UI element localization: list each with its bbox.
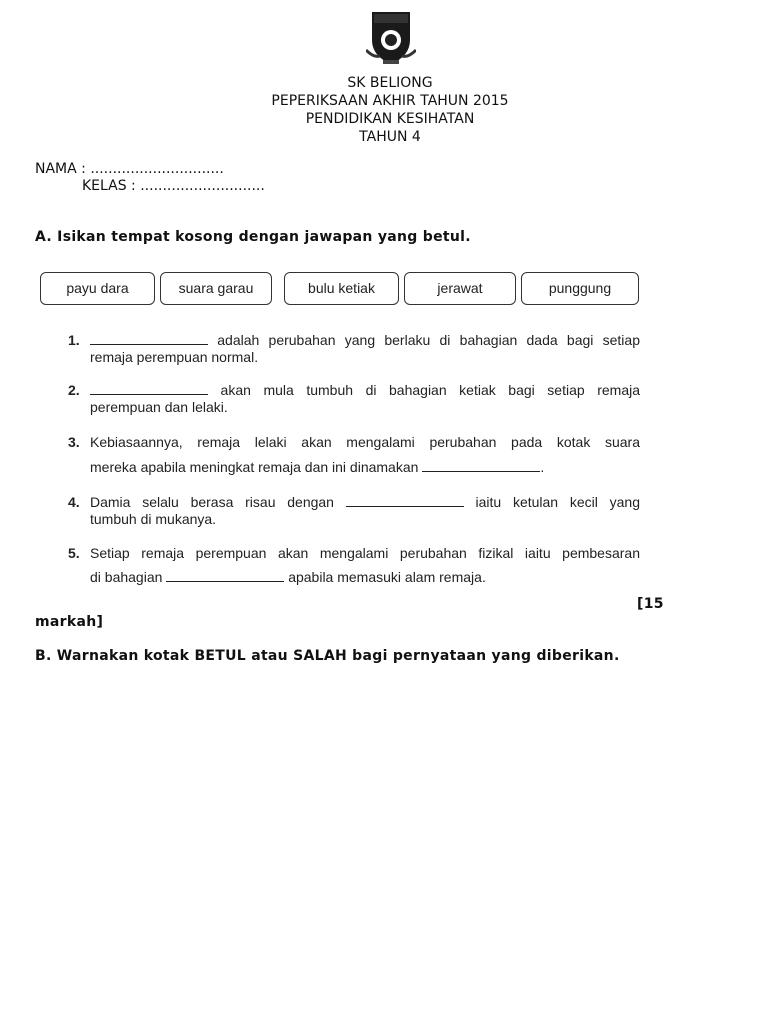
option-box: bulu ketiak	[284, 272, 399, 305]
kelas-field[interactable]: KELAS : ............................	[82, 178, 265, 194]
question-text: akan mula tumbuh di bahagian ketiak bagi setiap remaja	[220, 382, 641, 398]
question-text: Kebiasaannya, remaja lelaki akan mengalami perubahan pada kotak suara	[90, 434, 640, 450]
option-box: payu dara	[40, 272, 155, 305]
nama-field[interactable]: NAMA : ..............................	[35, 161, 224, 177]
question-text: Damia selalu berasa risau dengan	[90, 494, 334, 510]
question-number: 4.	[68, 494, 80, 510]
question-text: remaja perempuan normal.	[90, 349, 259, 365]
question-text: apabila memasuki alam remaja.	[288, 569, 486, 585]
question-number: 3.	[68, 434, 80, 450]
question-text: tumbuh di mukanya.	[90, 511, 217, 527]
option-box: punggung	[521, 272, 639, 305]
subject-title: PENDIDIKAN KESIHATAN	[305, 111, 475, 127]
period: .	[540, 459, 545, 475]
question-text: perempuan dan lelaki.	[90, 399, 228, 415]
marks-label-cont: markah]	[35, 614, 104, 630]
question-text: iaitu ketulan kecil yang	[475, 494, 640, 510]
answer-blank[interactable]	[346, 496, 464, 507]
question-number: 2.	[68, 382, 80, 398]
question-text: mereka apabila meningkat remaja dan ini dinamakan	[90, 459, 419, 475]
school-crest-logo	[366, 10, 416, 68]
marks-label: [15	[637, 596, 664, 612]
answer-blank[interactable]	[422, 461, 540, 472]
question-text: Setiap remaja perempuan akan mengalami perubahan fizikal iaitu pembesaran	[90, 545, 640, 561]
question-number: 1.	[68, 332, 80, 348]
section-a-title: A. Isikan tempat kosong dengan jawapan yang betul.	[35, 229, 471, 245]
question-text: di bahagian	[90, 569, 163, 585]
section-b-title: B. Warnakan kotak BETUL atau SALAH bagi pernyataan yang diberikan.	[35, 648, 620, 664]
school-name: SK BELIONG	[347, 75, 433, 91]
option-box: jerawat	[404, 272, 516, 305]
question-number: 5.	[68, 545, 80, 561]
exam-title: PEPERIKSAAN AKHIR TAHUN 2015	[271, 93, 509, 109]
option-box: suara garau	[160, 272, 272, 305]
answer-blank[interactable]	[90, 384, 208, 395]
answer-blank[interactable]	[166, 571, 284, 582]
answer-blank[interactable]	[90, 334, 208, 345]
question-text: adalah perubahan yang berlaku di bahagian dada bagi setiap	[217, 332, 640, 348]
year-title: TAHUN 4	[359, 129, 421, 145]
